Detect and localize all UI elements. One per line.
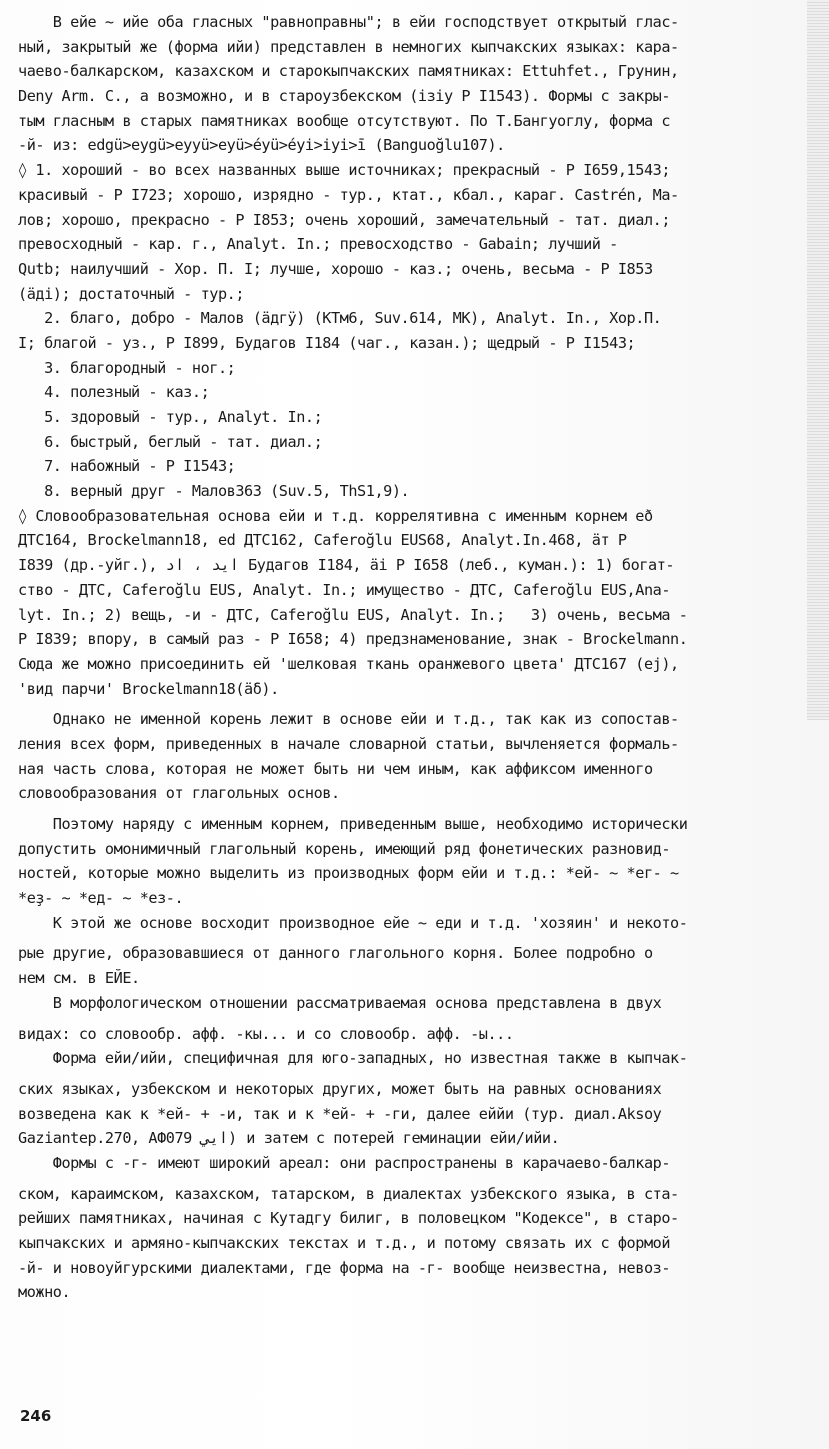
text-line: -й- из: edgü>eygü>eyyü>eyü>éyü>éyi>iyi>ī (Banguoğlu107).: [18, 136, 505, 155]
text-line: тым гласным в старых памятниках вообще отсутствуют. По Т.Бангуоглу, форма с: [18, 111, 671, 130]
text-line: I; благой - уз., Р I899, Будагов I184 (чаг., казан.); щедрый - Р I1543;: [18, 333, 636, 352]
text-line: К этой же основе восходит производное ейе ~ еди и т.д. 'хозяин' и некото-: [18, 913, 688, 932]
text-line: Формы с -г- имеют широкий ареал: они распространены в карачаево-балкар-: [18, 1153, 671, 1172]
text-line: нем см. в ЕЙЕ.: [18, 969, 140, 988]
text-line: красивый - Р I723; хорошо, изрядно - тур., ктат., кбал., караг. Castrén, Ма-: [18, 185, 679, 204]
text-line: 3. благородный - ног.;: [18, 358, 236, 377]
text-line: ления всех форм, приведенных в начале словарной статьи, вычленяется формаль-: [18, 734, 679, 753]
text-line: Qutb; наилучший - Хор. П. I; лучше, хорошо - каз.; очень, весьма - Р I853: [18, 259, 653, 278]
text-line: Поэтому наряду с именным корнем, приведенным выше, необходимо исторически: [18, 815, 688, 833]
text-line: ДТС164, Brockelmann18, ed ДТС162, Caferoğlu EUS68, Analyt.In.468, ӓт Р: [18, 531, 627, 550]
text-line: Однако не именной корень лежит в основе ейи и т.д., так как из сопостав-: [18, 710, 679, 729]
text-line: ство - ДТС, Caferoğlu EUS, Analyt. In.; имущество - ДТС, Caferoğlu EUS,Ana-: [18, 580, 671, 599]
text-line: lyt. In.; 2) вещь, -и - ДТС, Caferoğlu EUS, Analyt. In.; 3) очень, весьма -: [18, 605, 688, 624]
text-line: I839 (др.-уйг.), ايد ، اد Будагов I184, ӓi Р I658 (леб., куман.): 1) богат-: [18, 556, 675, 575]
text-line: (ӓдi); достаточный - тур.;: [18, 284, 245, 303]
text-line: рейших памятниках, начиная с Кутадгу билиг, в половецком "Кодексе", в старо-: [18, 1209, 679, 1228]
text-line: В ейе ~ ийе оба гласных "равноправны"; в ейи господствует открытый глас-: [18, 13, 679, 31]
text-line: Сюда же можно присоединить ей 'шелковая ткань оранжевого цвета' ДТС167 (ej),: [18, 654, 679, 673]
text-line: можно.: [18, 1283, 71, 1302]
text-line: -й- и новоуйгурскими диалектами, где форма на -г- вообще неизвестна, невоз-: [18, 1258, 671, 1277]
text-line: превосходный - кар. г., Analyt. In.; превосходство - Gabain; лучший -: [18, 235, 618, 254]
text-line: 5. здоровый - тур., Analyt. In.;: [18, 408, 323, 426]
text-line: ском, караимском, казахском, татарском, в диалектах узбекского языка, в ста-: [18, 1184, 679, 1203]
text-line: ный, закрытый же (форма ийи) представлен в немногих кыпчакских языках: кара-: [18, 37, 679, 56]
text-line: ностей, которые можно выделить из производных форм ейи и т.д.: *ей- ~ *ег- ~: [18, 864, 679, 883]
text-line: ◊ 1. хороший - во всех названных выше источниках; прекрасный - Р I659,1543;: [18, 161, 671, 180]
page-number: 246: [20, 1407, 52, 1425]
text-line: видах: со словообр. афф. -кы... и со словообр. афф. -ы...: [18, 1024, 514, 1043]
text-line: 'вид парчи' Brockelmann18(ӓδ).: [18, 679, 279, 698]
text-line: чаево-балкарском, казахском и старокыпчакских памятниках: Ettuhfet., Грунин,: [18, 62, 679, 81]
text-line: Р I839; впору, в самый раз - Р I658; 4) предзнаменование, знак - Brockelmann.: [18, 630, 688, 649]
article-text: [18, 10, 814, 1305]
text-line: ◊ Словообразовательная основа ейи и т.д. коррелятивна с именным корнем еð: [18, 506, 653, 525]
text-line: *еҙ- ~ *ед- ~ *ез-.: [18, 889, 184, 908]
text-line: 6. быстрый, беглый - тат. диал.;: [18, 432, 323, 451]
text-line: ских языках, узбекском и некоторых других, может быть на равных основаниях: [18, 1079, 662, 1098]
text-line: 2. благо, добро - Малов (ӓдгӱ) (КТм6, Suv.614, МК), Analyt. In., Хор.П.: [18, 309, 662, 328]
text-line: 4. полезный - каз.;: [18, 383, 210, 402]
text-line: 8. верный друг - Малов363 (Suv.5, ThS1,9).: [18, 482, 410, 501]
text-line: рые другие, образовавшиеся от данного глагольного корня. Более подробно о: [18, 944, 653, 963]
text-line: лов; хорошо, прекрасно - Р I853; очень хороший, замечательный - тат. диал.;: [18, 210, 671, 229]
text-line: допустить омонимичный глагольный корень, имеющий ряд фонетических разновид-: [18, 839, 671, 858]
text-line: Gaziantep.270, АФ079 ايي) и затем с потерей геминации ейи/ийи.: [18, 1129, 560, 1148]
text-line: Deny Arm. C., а возможно, и в староузбекском (iзiу Р I1543). Формы с закры-: [18, 87, 671, 106]
text-line: 7. набожный - Р I1543;: [18, 457, 236, 476]
text-line: Форма ейи/ийи, специфичная для юго-западных, но известная также в кыпчак-: [18, 1049, 688, 1068]
text-line: кыпчакских и армяно-кыпчакских текстах и т.д., и потому связать их с формой: [18, 1234, 671, 1252]
text-line: возведена как к *ей- + -и, так и к *ей- + -ги, далее еййи (тур. диал.Aksoy: [18, 1104, 662, 1123]
text-line: ная часть слова, которая не может быть ни чем иным, как аффиксом именного: [18, 759, 653, 778]
text-line: словообразования от глагольных основ.: [18, 784, 340, 803]
text-line: В морфологическом отношении рассматриваемая основа представлена в двух: [18, 993, 662, 1012]
